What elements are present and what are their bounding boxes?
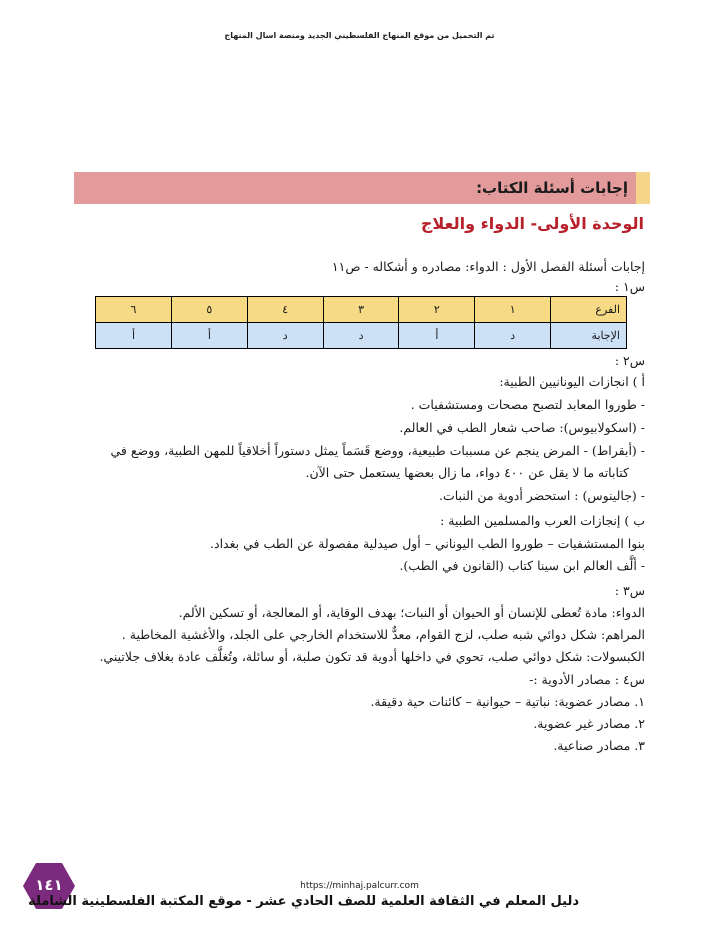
table-cell: د	[323, 323, 399, 349]
q1-label: س١ :	[614, 279, 645, 294]
q2-label: س٢ :	[614, 353, 645, 368]
table-row-header: الإجابة	[551, 323, 627, 349]
definition-line: الدواء: مادة تُعطى للإنسان أو الحيوان أو النبات؛ بهدف الوقاية، أو المعالجة، أو تسكين الألم.	[178, 605, 645, 620]
table-cell: ٤	[247, 297, 323, 323]
table-cell: أ	[171, 323, 247, 349]
banner-title: إجابات أسئلة الكتاب:	[476, 179, 628, 197]
section-banner	[74, 172, 650, 204]
table-row	[96, 297, 627, 323]
table-cell: د	[475, 323, 551, 349]
table-row	[96, 323, 627, 349]
footer-text: دليل المعلم في الثقافة العلمية للصف الحادي عشر - موقع المكتبة الفلسطينية الشاملة	[28, 894, 579, 909]
table-cell: ١	[475, 297, 551, 323]
table-cell: ٦	[96, 297, 172, 323]
list-item: - (أبقراط) - المرض ينجم عن مسببات طبيعية، ووضع قَسَماً يمثل دستوراً أخلاقياً للمهن الطبية، ووضع في	[110, 443, 645, 458]
q4-label: س٤ : مصادر الأدوية :-	[529, 672, 645, 687]
list-item: كتاباته ما لا يقل عن ٤٠٠ دواء، ما زال بعضها يستعمل حتى الآن.	[305, 465, 629, 480]
definition-line: الكبسولات: شكل دوائي صلب، تحوي في داخلها أدوية قد تكون صلبة، أو سائلة، وتُغلَّف عادة بغلاف جلاتيني.	[99, 649, 645, 664]
q2-b-label: ب ) إنجازات العرب والمسلمين الطبية :	[440, 513, 645, 528]
list-item: - (اسكولابيوس): صاحب شعار الطب في العالم.	[399, 420, 645, 435]
top-download-note: تم التحميل من موقع المنهاج الفلسطيني الجديد ومنصة اسال المنهاج	[224, 31, 495, 40]
list-item: - ألَّف العالم ابن سينا كتاب (القانون في الطب).	[399, 558, 645, 573]
table-cell: ٢	[399, 297, 475, 323]
answers-table	[95, 296, 627, 349]
unit-title: الوحدة الأولى- الدواء والعلاج	[420, 214, 644, 233]
banner-accent-stripe	[636, 172, 650, 204]
table-cell: ٥	[171, 297, 247, 323]
q2-a-label: أ ) انجازات اليونانيين الطبية:	[499, 374, 645, 389]
table-cell: د	[247, 323, 323, 349]
table-cell: أ	[399, 323, 475, 349]
list-item: ٢. مصادر غير عضوية.	[533, 716, 645, 731]
footer-url[interactable]: https://minhaj.palcurr.com	[300, 881, 419, 891]
list-item: - طوروا المعابد لتصبح مصحات ومستشفيات .	[410, 397, 645, 412]
table-cell: ٣	[323, 297, 399, 323]
list-item: ١. مصادر عضوية: نباتية – حيوانية – كائنات حية دقيقة.	[370, 694, 645, 709]
table-row-header: الفرع	[551, 297, 627, 323]
q3-label: س٣ :	[614, 583, 645, 598]
list-item: ٣. مصادر صناعية.	[553, 738, 645, 753]
chapter-line: إجابات أسئلة الفصل الأول : الدواء: مصادره و أشكاله - ص١١	[331, 259, 645, 274]
page-number: ١٤١	[35, 876, 63, 894]
definition-line: المراهم: شكل دوائي شبه صلب، لزج القوام، معدٌّ للاستخدام الخارجي على الجلد، والأغشية المخاطية .	[121, 627, 645, 642]
list-item: - (جالينوس) : استحضر أدوية من النبات.	[439, 488, 645, 503]
table-cell: أ	[96, 323, 172, 349]
list-item: بنوا المستشفيات – طوروا الطب اليوناني – أول صيدلية مفصولة عن الطب في بغداد.	[210, 536, 645, 551]
